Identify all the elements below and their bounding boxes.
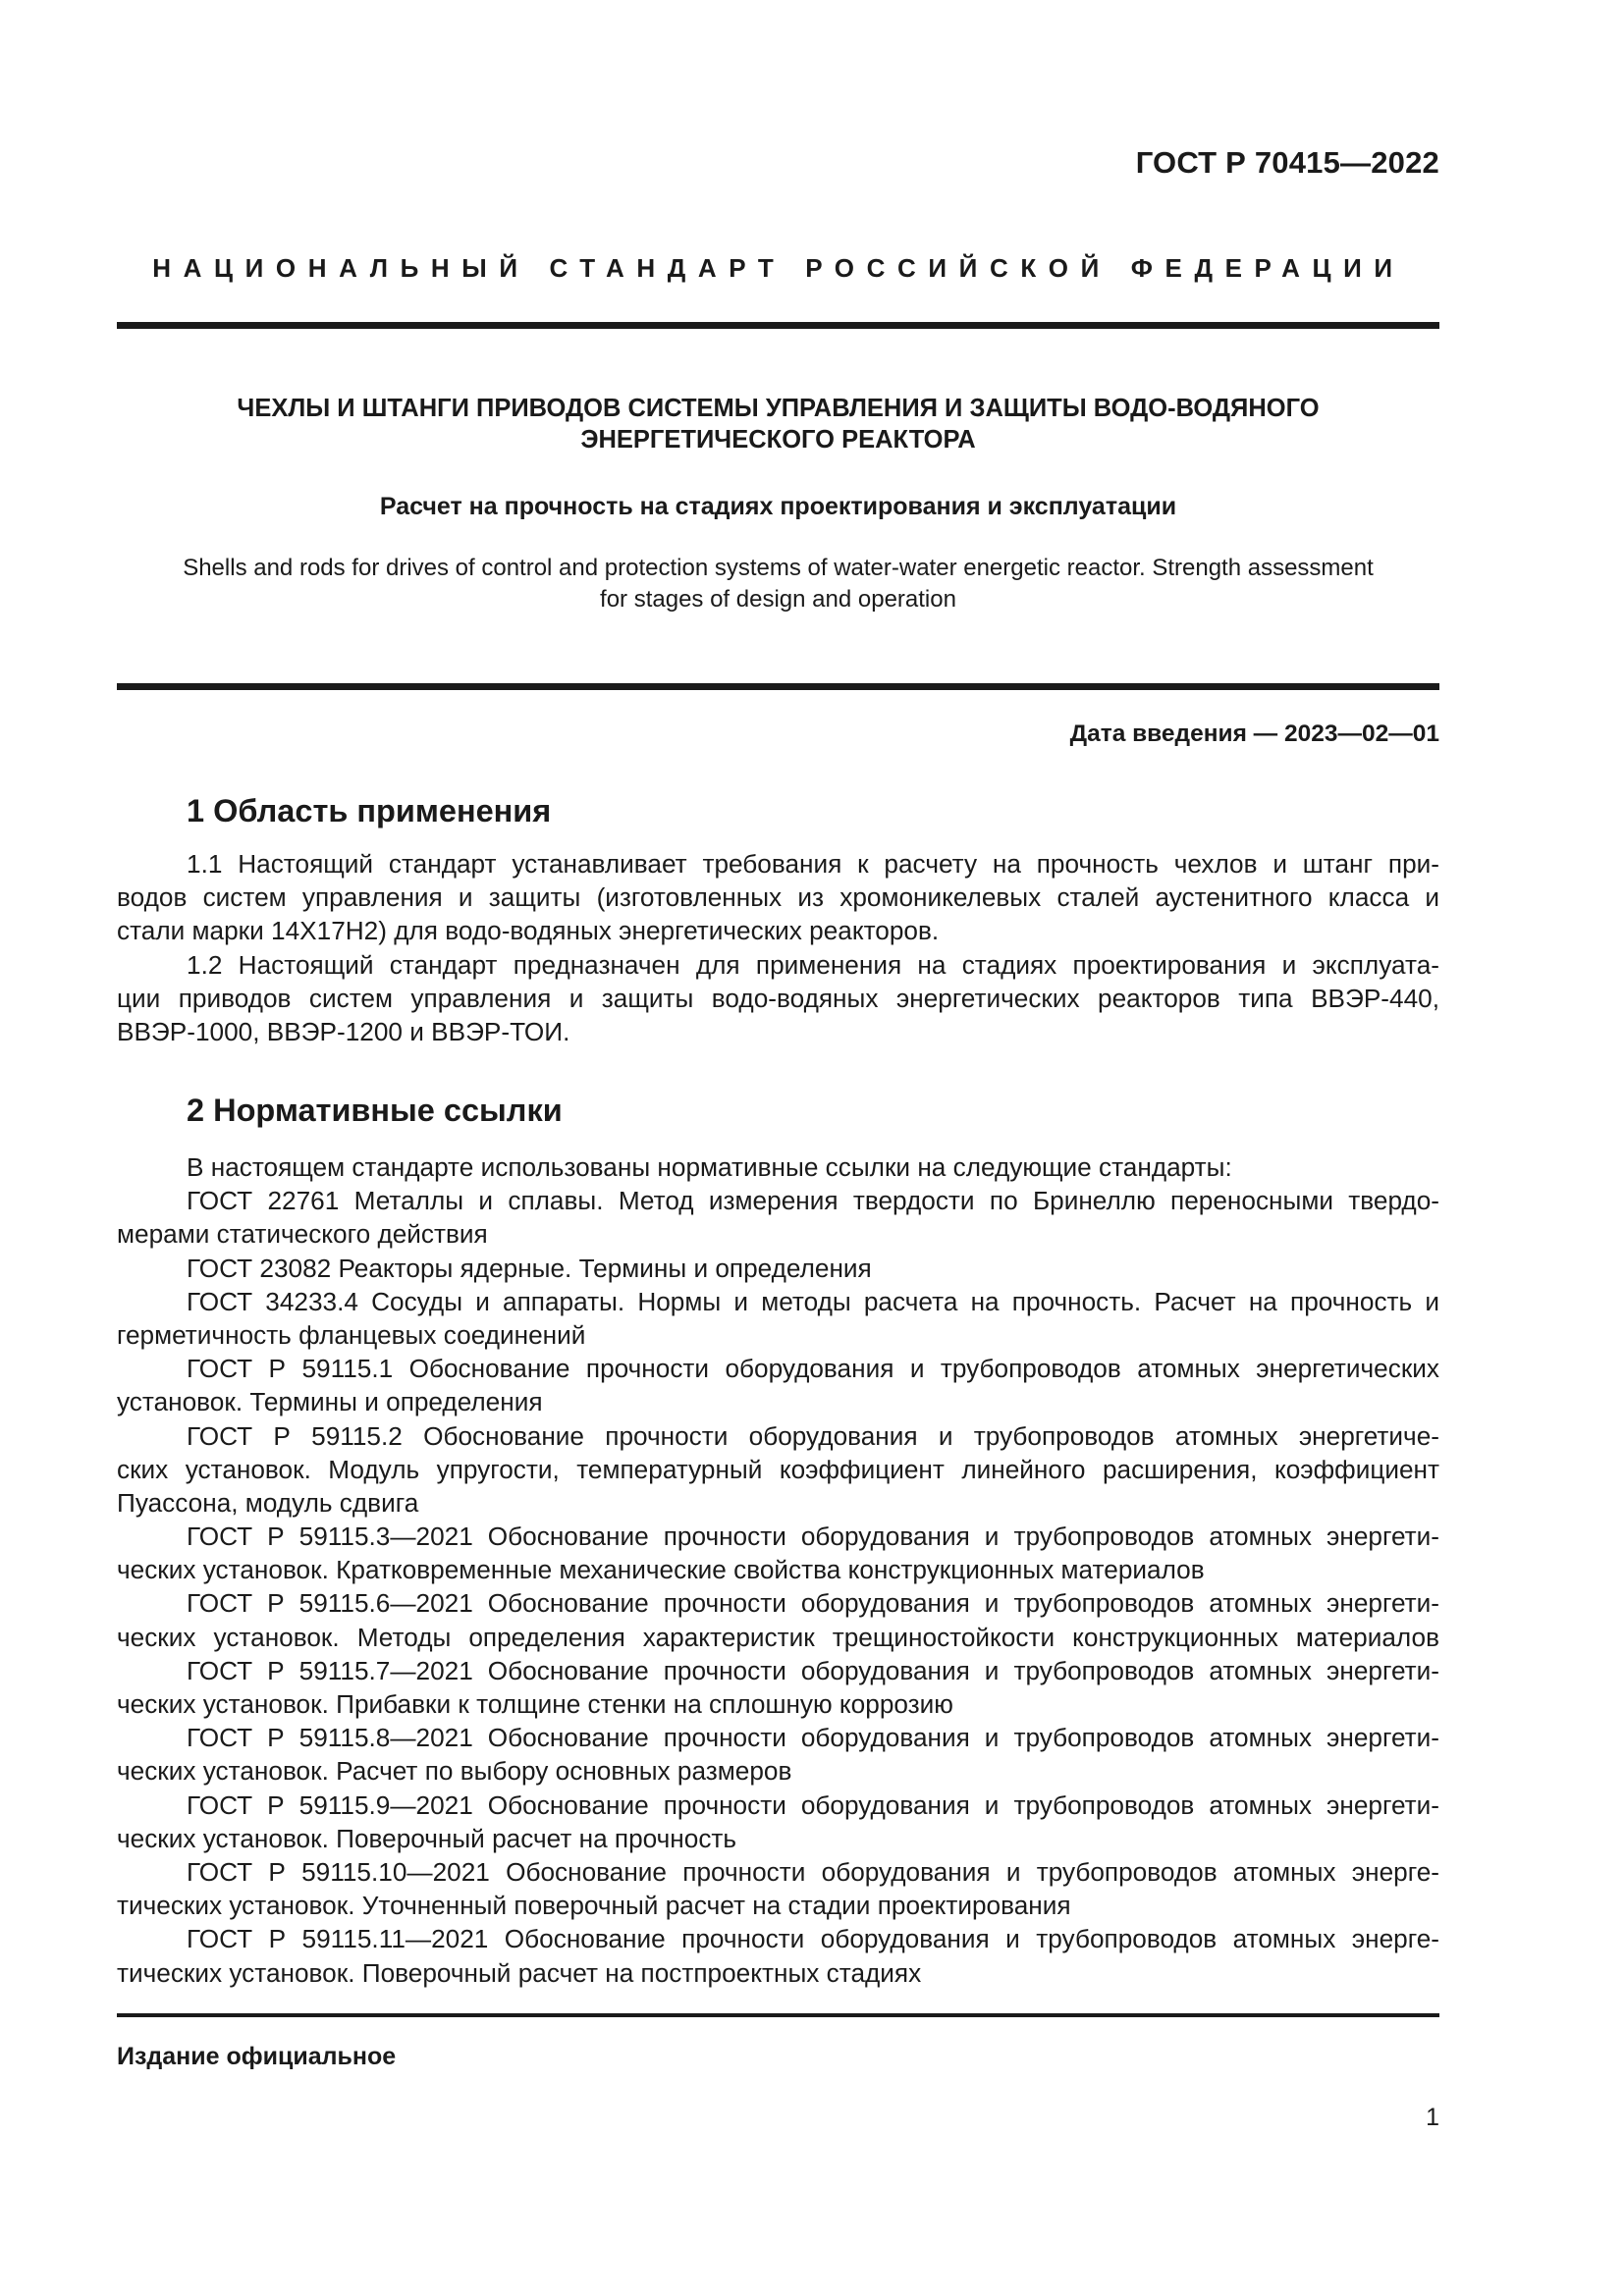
reference-line: Пуассона, модуль сдвига: [117, 1487, 419, 1518]
reference-line: ГОСТ Р 59115.7—2021 Обоснование прочности оборудования и трубопроводов атомных энергети-: [187, 1655, 1439, 1685]
paragraph-line: 1.2 Настоящий стандарт предназначен для применения на стадиях проектирования и эксплуата-: [187, 949, 1439, 980]
paragraph-line: ВВЭР-1000, ВВЭР-1200 и ВВЭР-ТОИ.: [117, 1016, 570, 1046]
reference-line: ческих установок. Поверочный расчет на прочность: [117, 1823, 737, 1853]
reference-line: ских установок. Модуль упругости, температурный коэффициент линейного расширения, коэффициент: [117, 1454, 1439, 1484]
page-number: 1: [1426, 2104, 1439, 2131]
reference-line: ГОСТ Р 59115.8—2021 Обоснование прочности оборудования и трубопроводов атомных энергети-: [187, 1723, 1439, 1753]
section-heading-references: 2 Нормативные ссылки: [187, 1093, 563, 1128]
reference-line: ческих установок. Кратковременные механические свойства конструкционных материалов: [117, 1555, 1205, 1585]
english-title-line: Shells and rods for drives of control and protection systems of water-water energetic reactor. Strength assessment: [183, 555, 1374, 581]
paragraph-line: водов систем управления и защиты (изготовленных из хромоникелевых сталей аустенитного класса и: [117, 882, 1439, 913]
top-divider: [117, 322, 1439, 329]
reference-line: ГОСТ 22761 Металлы и сплавы. Метод измерения твердости по Бринеллю переносными твердо-: [187, 1186, 1439, 1216]
reference-line: ГОСТ 23082 Реакторы ядерные. Термины и определения: [187, 1253, 872, 1283]
standard-code: ГОСТ Р 70415—2022: [1135, 145, 1439, 180]
footer-divider: [117, 2013, 1439, 2017]
title-line: ЧЕХЛЫ И ШТАНГИ ПРИВОДОВ СИСТЕМЫ УПРАВЛЕНИЯ И ЗАЩИТЫ ВОДО-ВОДЯНОГО: [237, 395, 1320, 422]
reference-line: установок. Термины и определения: [117, 1387, 543, 1417]
section-body-references: [117, 1150, 1439, 1990]
paragraph-line: стали марки 14Х17Н2) для водо-водяных энергетических реакторов.: [117, 916, 940, 946]
english-title-line: for stages of design and operation: [600, 586, 956, 613]
section-body-scope: [117, 847, 1439, 1048]
reference-line: ческих установок. Методы определения характеристик трещиностойкости конструкционных материалов: [117, 1622, 1439, 1652]
paragraph-line: В настоящем стандарте использованы нормативные ссылки на следующие стандарты:: [187, 1152, 1232, 1182]
reference-line: мерами статического действия: [117, 1219, 488, 1250]
official-edition-label: Издание официальное: [117, 2043, 397, 2070]
reference-line: герметичность фланцевых соединений: [117, 1319, 586, 1350]
title-divider: [117, 683, 1439, 690]
reference-line: ГОСТ Р 59115.6—2021 Обоснование прочности оборудования и трубопроводов атомных энергети-: [187, 1588, 1439, 1619]
reference-line: ГОСТ Р 59115.2 Обоснование прочности оборудования и трубопроводов атомных энергетиче-: [187, 1420, 1439, 1451]
reference-line: ГОСТ 34233.4 Сосуды и аппараты. Нормы и методы расчета на прочность. Расчет на прочность и: [187, 1286, 1439, 1316]
document-title: [117, 393, 1439, 455]
reference-line: ГОСТ Р 59115.10—2021 Обоснование прочности оборудования и трубопроводов атомных энерге-: [187, 1856, 1439, 1887]
section-heading-scope: 1 Область применения: [187, 793, 552, 828]
english-title: [117, 553, 1439, 615]
reference-line: ГОСТ Р 59115.1 Обоснование прочности оборудования и трубопроводов атомных энергетических: [187, 1354, 1439, 1384]
reference-line: ческих установок. Расчет по выбору основных размеров: [117, 1756, 792, 1787]
reference-line: ческих установок. Прибавки к толщине стенки на сплошную коррозию: [117, 1689, 953, 1719]
introduction-date: Дата введения — 2023—02—01: [1069, 721, 1439, 747]
reference-line: тических установок. Уточненный поверочный расчет на стадии проектирования: [117, 1891, 1071, 1921]
reference-line: тических установок. Поверочный расчет на постпроектных стадиях: [117, 1957, 922, 1988]
paragraph-line: 1.1 Настоящий стандарт устанавливает требования к расчету на прочность чехлов и штанг при-: [187, 849, 1439, 879]
national-standard-label: НАЦИОНАЛЬНЫЙ СТАНДАРТ РОССИЙСКОЙ ФЕДЕРАЦИИ: [152, 253, 1405, 283]
paragraph-line: ции приводов систем управления и защиты водо-водяных энергетических реакторов типа ВВЭР-440,: [117, 983, 1439, 1013]
title-line: ЭНЕРГЕТИЧЕСКОГО РЕАКТОРА: [580, 426, 976, 454]
reference-line: ГОСТ Р 59115.11—2021 Обоснование прочности оборудования и трубопроводов атомных энерге-: [187, 1924, 1439, 1954]
reference-line: ГОСТ Р 59115.3—2021 Обоснование прочности оборудования и трубопроводов атомных энергети-: [187, 1522, 1439, 1552]
document-subtitle: Расчет на прочность на стадиях проектирования и эксплуатации: [379, 493, 1177, 520]
reference-line: ГОСТ Р 59115.9—2021 Обоснование прочности оборудования и трубопроводов атомных энергети-: [187, 1789, 1439, 1820]
